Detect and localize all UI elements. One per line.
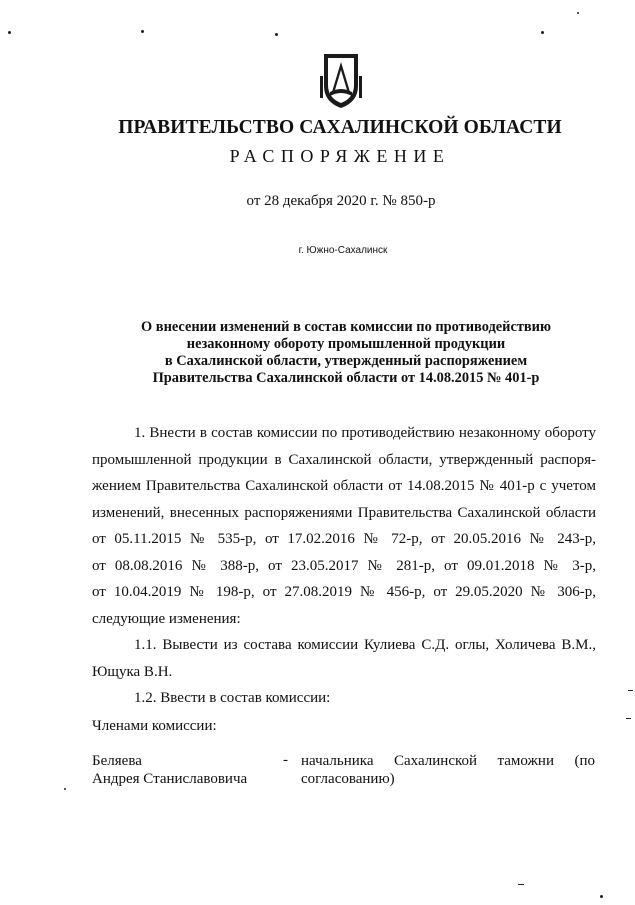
document-type: РАСПОРЯЖЕНИЕ bbox=[229, 146, 451, 166]
body-line: от 05.11.2015 № 535-р, от 17.02.2016 № 72-р, от 20.05.2016 № 243-р, bbox=[92, 531, 596, 547]
members-heading: Членами комиссии: bbox=[92, 718, 217, 734]
member-role-line: начальника Сахалинской таможни (по bbox=[301, 753, 595, 769]
member-full-name: Андрея Станиславовича bbox=[92, 771, 248, 787]
body-line: 1. Внести в состав комиссии по противодействию незаконному обороту bbox=[134, 425, 596, 441]
scan-speck bbox=[518, 884, 524, 885]
document-title bbox=[96, 319, 596, 387]
member-dash: - bbox=[283, 752, 288, 768]
city: г. Южно-Сахалинск bbox=[298, 245, 388, 256]
scan-speck bbox=[141, 30, 144, 33]
title-line: в Сахалинской области, утвержденный распоряжением bbox=[164, 353, 528, 369]
government-name: ПРАВИТЕЛЬСТВО САХАЛИНСКОЙ ОБЛАСТИ bbox=[118, 117, 562, 138]
body-line: 1.1. Вывести из состава комиссии Кулиева С.Д. оглы, Холичева В.М., bbox=[134, 637, 596, 653]
date-and-number: от 28 декабря 2020 г. № 850-р bbox=[246, 193, 436, 209]
document-body bbox=[92, 420, 596, 712]
title-line: О внесении изменений в состав комиссии по противодействию bbox=[141, 319, 551, 335]
body-line: 1.2. Ввести в состав комиссии: bbox=[134, 690, 331, 706]
member-role bbox=[301, 752, 595, 788]
scan-speck bbox=[275, 33, 278, 36]
scan-speck bbox=[600, 895, 603, 898]
member-surname: Беляева bbox=[92, 753, 142, 769]
scan-speck bbox=[628, 690, 633, 691]
sakhalin-coat-of-arms-icon bbox=[318, 52, 364, 110]
scan-speck bbox=[64, 788, 66, 790]
scan-speck bbox=[8, 31, 11, 34]
body-line: от 08.08.2016 № 388-р, от 23.05.2017 № 281-р, от 09.01.2018 № 3-р, bbox=[92, 557, 596, 574]
body-line: от 10.04.2019 № 198-р, от 27.08.2019 № 456-р, от 29.05.2020 № 306-р, bbox=[92, 584, 596, 600]
scan-speck bbox=[626, 718, 631, 719]
scan-speck bbox=[577, 12, 579, 14]
body-line: изменений, внесенных распоряжениями Правительства Сахалинской области bbox=[92, 504, 596, 521]
body-line: следующие изменения: bbox=[92, 610, 241, 627]
body-line: жением Правительства Сахалинской области от 14.08.2015 № 401-р с учетом bbox=[92, 478, 596, 494]
body-line: Ющука В.Н. bbox=[92, 663, 173, 680]
title-line: Правительства Сахалинской области от 14.08.2015 № 401-р bbox=[152, 370, 540, 386]
scan-speck bbox=[541, 31, 544, 34]
title-line: незаконному обороту промышленной продукции bbox=[186, 336, 506, 352]
member-role-line: согласованию) bbox=[301, 771, 395, 787]
member-name bbox=[92, 752, 247, 788]
body-line: промышленной продукции в Сахалинской области, утвержденный распоря- bbox=[92, 451, 596, 468]
